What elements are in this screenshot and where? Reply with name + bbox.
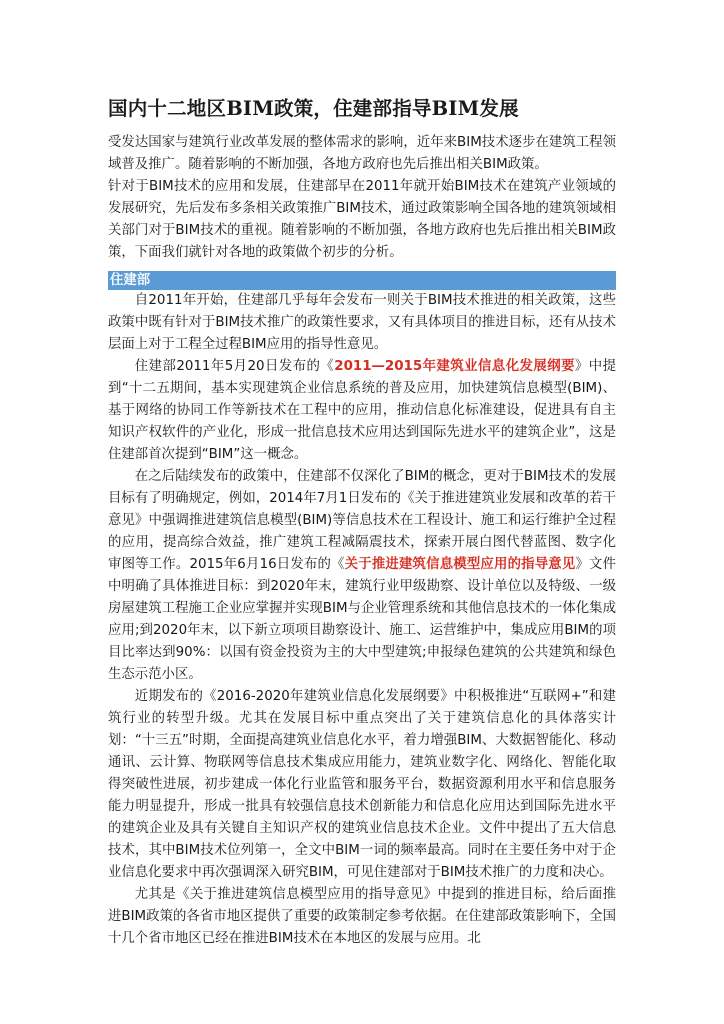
document-page — [108, 94, 616, 950]
paragraph-text: 在之后陆续发布的政策中，住建部不仅深化了BIM的概念，更对于BIM技术的发展目标有了明确规定，例如，2014年7月1日发布的《关于推进建筑业发展和改革的若干意见》中强调推进建筑信息模型(BIM)等信息技术在工程设计、施工和运行维护全过程的应用，提高综合效益，推广建筑工程减隔震技术，探索开展白图代替蓝图、数字化审图等工作。2015年6月16日发布的《 — [108, 469, 616, 572]
body-paragraph-1: 自2011年开始，住建部几乎每年会发布一则关于BIM技术推进的相关政策，这些政策中既有针对于BIM技术推广的政策性要求，又有具体项目的推进目标，还有从技术层面上对于工程全过程BIM应用的指导性意见。 — [108, 293, 616, 352]
paragraph-text: 》文件中明确了具体推进目标：到2020年末，建筑行业甲级勘察、设计单位以及特级、一级房屋建筑工程施工企业应掌握并实现BIM与企业管理系统和其他信息技术的一体化集成应用;到2020年末，以下新立项项目勘察设计、施工、运营维护中，集成应用BIM的项目比率达到90%：以国有资金投资为主的大中型建筑;申报绿色建筑的公共建筑和绿色生态示范小区。 — [108, 557, 616, 682]
highlighted-policy-title: 2011—2015年建筑业信息化发展纲要 — [334, 359, 575, 374]
body-paragraph-4: 近期发布的《2016-2020年建筑业信息化发展纲要》中积极推进“互联网+”和建筑行业的转型升级。尤其在发展目标中重点突出了关于建筑信息化的具体落实计划：“十三五”时期，全面提高建筑业信息化水平，着力增强BIM、大数据智能化、移动通讯、云计算、物联网等信息技术集成应用能力，建筑业数字化、网络化、智能化取得突破性进展，初步建成一体化行业监管和服务平台，数据资源利用水平和信息服务能力明显提升，形成一批具有较强信息技术创新能力和信息化应用达到国际先进水平的建筑企业及具有关键自主知识产权的建筑业信息技术企业。文件中提出了五大信息技术，其中BIM技术位列第一，全文中BIM一词的频率最高。同时在主要任务中对于企业信息化要求中再次强调深入研究BIM，可见住建部对于BIM技术推广的力度和决心。 — [108, 689, 616, 880]
body-paragraph-2 — [108, 356, 616, 466]
intro-paragraph-2: 针对于BIM技术的应用和发展，住建部早在2011年就开始BIM技术在建筑产业领域的发展研究，先后发布多条相关政策推广BIM技术，通过政策影响全国各地的建筑领域相关部门对于BIM技术的重视。随着影响的不断加强，各地方政府也先后推出相关BIM政策，下面我们就针对各地的政策做个初步的分析。 — [108, 179, 616, 260]
section-heading-mohurd: 住建部 — [108, 271, 616, 290]
body-paragraph-5: 尤其是《关于推进建筑信息模型应用的指导意见》中提到的推进目标，给后面推进BIM政策的各省市地区提供了重要的政策制定参考依据。在住建部政策影响下，全国十几个省市地区已经在推进BIM技术在本地区的发展与应用。北 — [108, 887, 616, 946]
document-title: 国内十二地区BIM政策，住建部指导BIM发展 — [108, 97, 519, 120]
body-paragraph-3 — [108, 466, 616, 686]
intro-paragraph-1: 受发达国家与建筑行业改革发展的整体需求的影响，近年来BIM技术逐步在建筑工程领域普及推广。随着影响的不断加强，各地方政府也先后推出相关BIM政策。 — [108, 135, 616, 172]
highlighted-policy-title: 关于推进建筑信息模型应用的指导意见 — [344, 557, 576, 572]
paragraph-text: 住建部2011年5月20日发布的《 — [134, 359, 335, 374]
paragraph-text: 》中提到“十二五期间，基本实现建筑企业信息系统的普及应用，加快建筑信息模型(BIM)、基于网络的协同工作等新技术在工程中的应用，推动信息化标准建设，促进具有自主知识产权软件的产业化，形成一批信息技术应用达到国际先进水平的建筑企业”，这是住建部首次提到“BIM”这一概念。 — [108, 359, 617, 462]
